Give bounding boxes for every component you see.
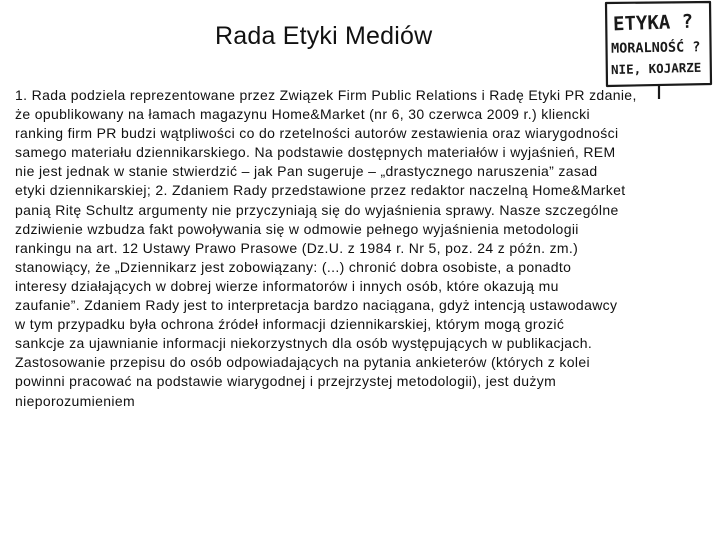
body-line: samego materiału dziennikarskiego. Na podstawie dostępnych materiałów i wyjaśnień, REM bbox=[15, 144, 616, 161]
body-line: stanowiący, że „Dziennikarz jest zobowiązany: (...) chronić dobra osobiste, a ponadto bbox=[15, 258, 572, 275]
sign-line-3: NIE, KOJARZE bbox=[610, 59, 702, 78]
body-line: rankingu na art. 12 Ustawy Prawo Prasowe (Dz.U. z 1984 r. Nr 5, poz. 24 z późn. zm.) bbox=[15, 239, 579, 256]
body-line: interesy działających w dobrej wierze informatorów i innych osób, które okazują mu bbox=[15, 277, 559, 294]
body-line: że opublikowany na łamach magazynu Home&Market (nr 6, 30 czerwca 2009 r.) kliencki bbox=[15, 106, 590, 123]
body-line: panią Ritę Schultz argumenty nie przyczyniają się do wyjaśnienia sprawy. Nasze szczególne bbox=[15, 201, 619, 218]
body-line: nieporozumieniem bbox=[15, 392, 135, 409]
body-line: nie jest jednak w stanie stwierdzić – jak Pan sugeruje – „drastycznego naruszenia” zasad bbox=[15, 163, 598, 180]
body-line: powinni pracować na podstawie wiarygodnej i przejrzystej metodologii), jest dużym bbox=[15, 373, 557, 390]
body-line: zaufanie”. Zdaniem Rady jest to interpretacja bardzo naciągana, gdyż intencją ustawodawcy bbox=[15, 297, 618, 314]
body-line: w tym przypadku była ochrona źródeł informacji dziennikarskiej, którym mogą grozić bbox=[15, 316, 565, 333]
sign-line-1: ETYKA ? bbox=[612, 10, 694, 36]
ethics-sign-image bbox=[604, 0, 714, 100]
body-line: sankcje za ujawnianie informacji niekorzystnych dla osób występujących w publikacjach. bbox=[15, 335, 593, 352]
body-line: zdziwienie wzbudza fakt powoływania się w odmowie pełnego wyjaśnienia metodologii bbox=[15, 220, 579, 237]
sign-drawing bbox=[604, 0, 714, 100]
body-paragraph bbox=[15, 86, 705, 411]
body-line: Zastosowanie przepisu do osób odpowiadających na pytania ankieterów (których z kolei bbox=[15, 354, 590, 371]
slide-title: Rada Etyki Mediów bbox=[215, 22, 433, 50]
sign-line-2: MORALNOŚĆ ? bbox=[610, 39, 701, 57]
body-line: ranking firm PR budzi wątpliwości co do rzetelności autorów zestawienia oraz wiarygodności bbox=[15, 125, 619, 142]
body-line: etyki dziennikarskiej; 2. Zdaniem Rady przedstawione przez redaktor naczelną Home&Market bbox=[15, 182, 626, 199]
body-line: 1. Rada podziela reprezentowane przez Związek Firm Public Relations i Radę Etyki PR zdanie, bbox=[15, 87, 637, 103]
